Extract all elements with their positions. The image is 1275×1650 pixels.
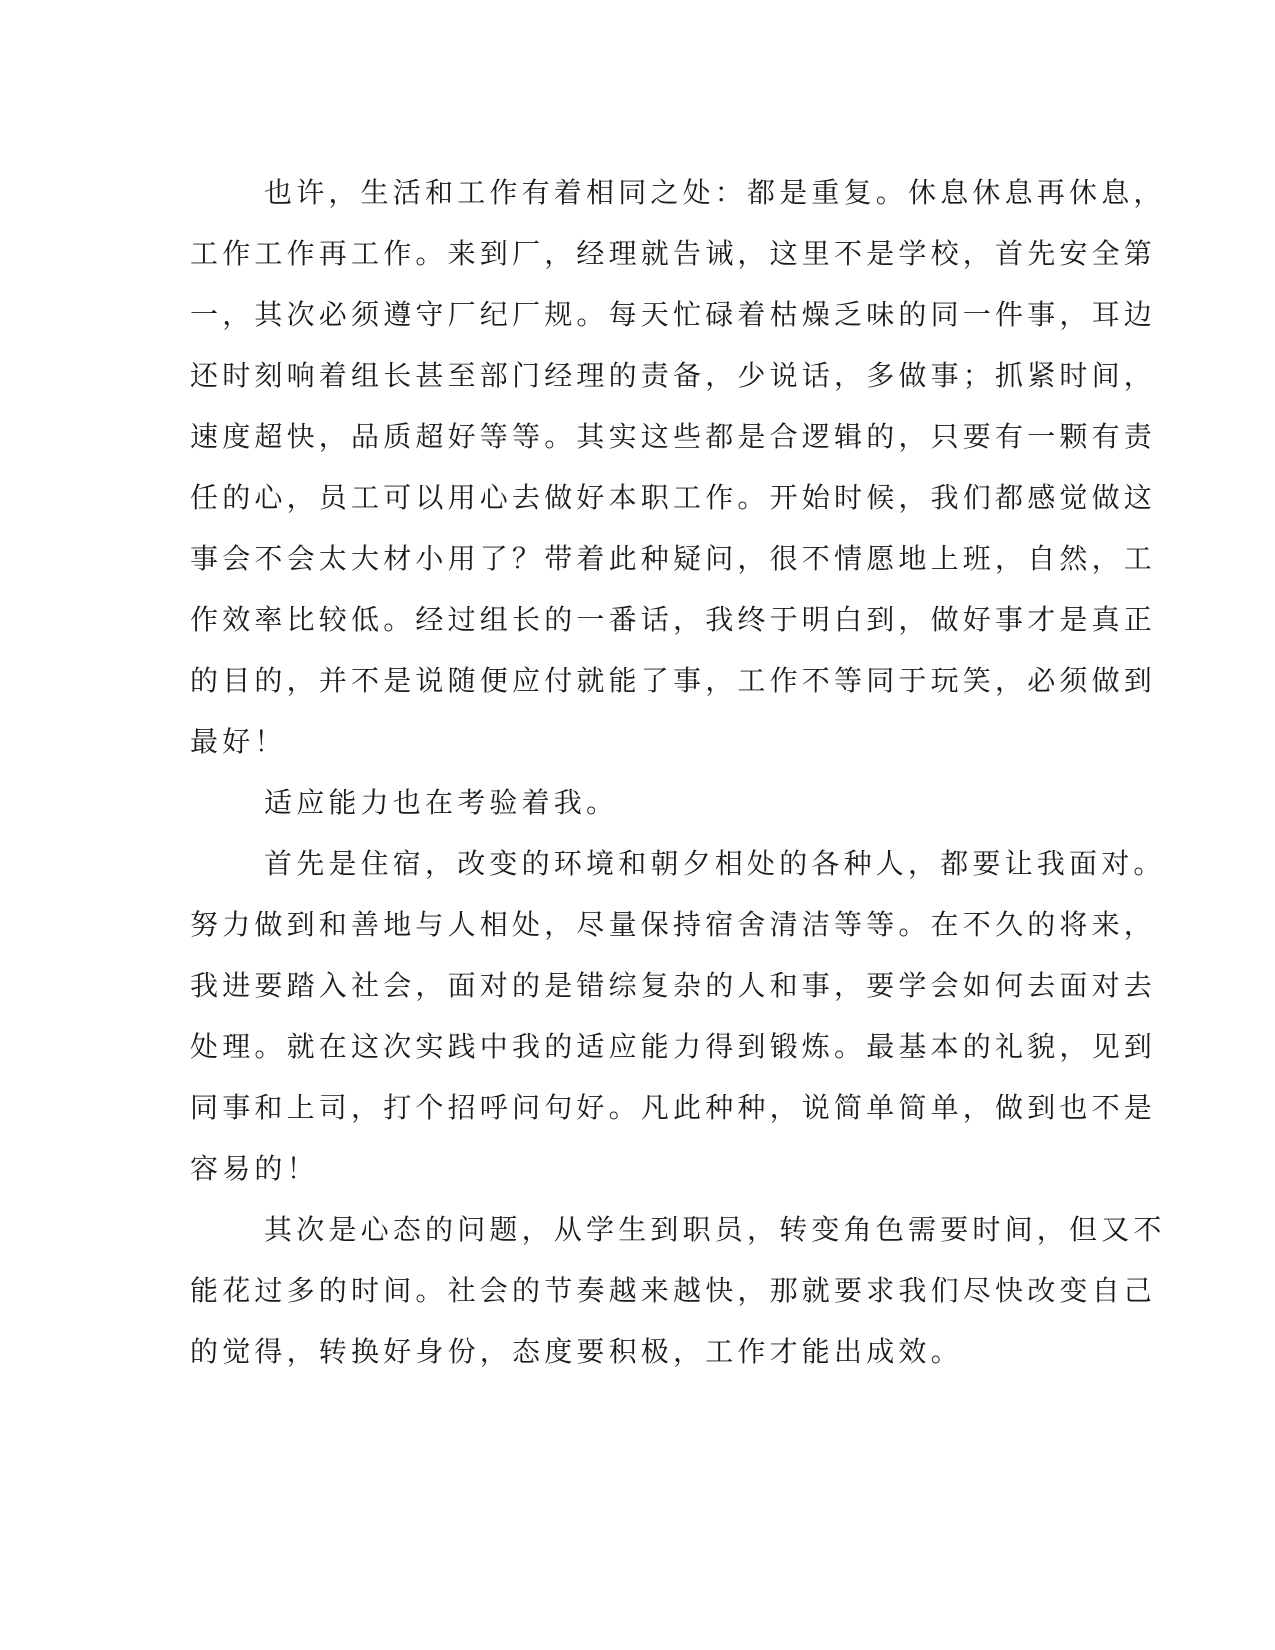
text-line: 能花过多的时间。社会的节奏越来越快，那就要求我们尽快改变自己 — [190, 1274, 1157, 1307]
paragraph-3 — [190, 833, 1166, 1199]
text-line: 作效率比较低。经过组长的一番话，我终于明白到，做好事才是真正 — [190, 603, 1157, 636]
text-line: 处理。就在这次实践中我的适应能力得到锻炼。最基本的礼貌，见到 — [190, 1030, 1157, 1063]
text-line: 首先是住宿，改变的环境和朝夕相处的各种人，都要让我面对。 — [264, 847, 1166, 880]
text-line: 也许，生活和工作有着相同之处：都是重复。休息休息再休息， — [264, 176, 1166, 209]
text-line: 速度超快，品质超好等等。其实这些都是合逻辑的，只要有一颗有责 — [190, 420, 1157, 453]
text-line: 最好！ — [190, 725, 287, 758]
text-line: 的觉得，转换好身份，态度要积极，工作才能出成效。 — [190, 1335, 963, 1368]
paragraph-1 — [190, 162, 1166, 772]
text-line: 工作工作再工作。来到厂，经理就告诫，这里不是学校，首先安全第 — [190, 237, 1157, 270]
document-body — [190, 162, 1166, 1382]
text-line: 我进要踏入社会，面对的是错综复杂的人和事，要学会如何去面对去 — [190, 969, 1157, 1002]
text-line: 适应能力也在考验着我。 — [264, 786, 619, 819]
text-line: 努力做到和善地与人相处，尽量保持宿舍清洁等等。在不久的将来， — [190, 908, 1157, 941]
paragraph-4 — [190, 1199, 1166, 1382]
text-line: 容易的！ — [190, 1152, 319, 1185]
text-line: 的目的，并不是说随便应付就能了事，工作不等同于玩笑，必须做到 — [190, 664, 1157, 697]
text-line: 同事和上司，打个招呼问句好。凡此种种，说简单简单，做到也不是 — [190, 1091, 1157, 1124]
text-line: 还时刻响着组长甚至部门经理的责备，少说话，多做事；抓紧时间， — [190, 359, 1157, 392]
text-line: 其次是心态的问题，从学生到职员，转变角色需要时间，但又不 — [264, 1213, 1166, 1246]
paragraph-2 — [190, 772, 1070, 833]
text-line: 一，其次必须遵守厂纪厂规。每天忙碌着枯燥乏味的同一件事，耳边 — [190, 298, 1157, 331]
text-line: 事会不会太大材小用了？带着此种疑问，很不情愿地上班，自然，工 — [190, 542, 1157, 575]
text-line: 任的心，员工可以用心去做好本职工作。开始时候，我们都感觉做这 — [190, 481, 1157, 514]
